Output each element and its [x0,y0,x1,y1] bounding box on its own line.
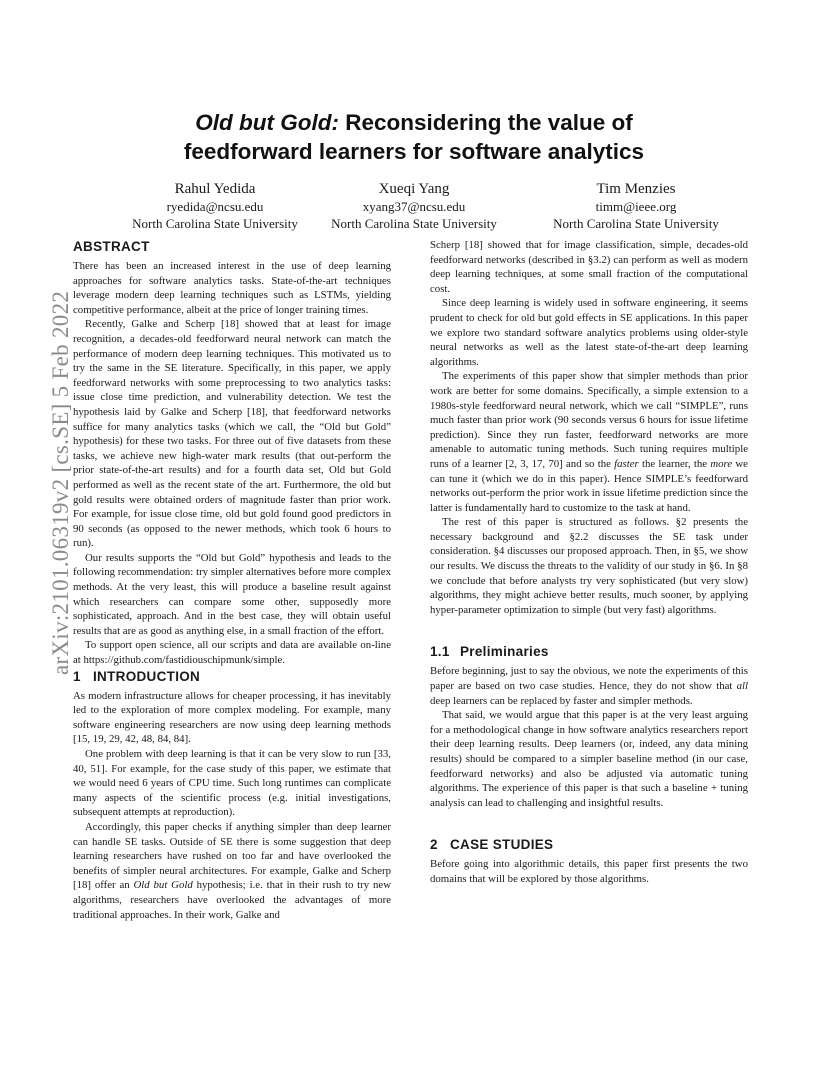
intro-paragraph: As modern infrastructure allows for cheaper processing, it has inevitably led to the exploration of more complex modeling. For example, many software engineering researchers are now using deep learning methods [15, 19, 29, 42, 48, 84, 84]. [73,689,391,746]
author-email: ryedida@ncsu.edu [166,199,264,214]
intro-paragraph: Since deep learning is widely used in software engineering, it seems prudent to check for old but gold effects in SE applications. In this paper we explore two standard software analytics problems using older-style neural networks as well as the latest state-of-the-art deep learning algorithms. [430,297,748,368]
abstract-heading: ABSTRACT [73,239,150,254]
text-run: hypothesis; i.e. that in their rush to try new algorithms, researchers have overlooked the advantages of more traditional approaches. In their work, Galke and [73,879,392,921]
emphasis: more [710,457,733,470]
section-number: 1.1 [430,644,450,660]
author-block-3 [526,179,746,232]
case-studies-heading [430,836,748,854]
abstract-paragraph: There has been an increased interest in the use of deep learning approaches for software analytics tasks. State-of-the-art techniques leverage modern deep learning techniques such as LSTMs, yielding competitive performance, albeit at the price of longer training times. [73,260,391,316]
author-email: xyang37@ncsu.edu [362,199,466,214]
section-title: Preliminaries [460,644,549,660]
intro-paragraph [430,369,748,515]
text-run: The experiments of this paper show that simpler methods than prior work are better for some domains. Specifically, a simple extension to a 1980s-style feedforward neural network, which we call “SIMPLE”, runs much faster than prior work (90 seconds versus 6 hours for issue lifetime prediction). Since they run faster, feedforward networks are more amenable to automatic tuning methods. Such tuning requires multiple runs of a learner [2, 3, 17, 70] and so the [430,370,748,470]
author-block-2 [304,179,524,232]
text-run: Before beginning, just to say the obvious, we note the experiments of this paper are based on two case studies. Hence, they do not show that [430,665,748,693]
author-affiliation: North Carolina State University [553,215,719,231]
intro-paragraph: Scherp [18] showed that for image classification, simple, decades-old feedforward networks (described in §3.2) can perform as well as modern deep learning techniques, at some small fraction of the computational cost. [430,239,748,295]
intro-paragraph: One problem with deep learning is that it can be very slow to run [33, 40, 51]. For example, for the case study of this paper, we estimate that we would need 6 years of CPU time. Such long runtimes can complicate many aspects of the scientific process (e.g. initial investigations, subsequent attempts at reproduction). [73,748,391,819]
text-run: Accordingly, this paper checks if anything simpler than deep learner can handle SE tasks. Outside of SE there is some suggestion that deep learning researchers have rushed on too far and have overlooked the benefits of simpler neural architectures. For example, Galke and Scherp [18] offer an [73,820,391,892]
intro-heading [73,668,391,686]
section-number: 1 [73,668,81,684]
emphasis: Old but Gold [133,879,193,892]
section-title: CASE STUDIES [450,837,554,853]
author-name: Rahul Yedida [174,181,256,197]
case-paragraph: Before going into algorithmic details, this paper first presents the two domains that will be explored by those algorithms. [430,858,748,885]
prelim-heading [430,643,748,661]
text-run: the learner, the [638,457,711,470]
abstract-paragraph: Our results supports the “Old but Gold” hypothesis and leads to the following recommendation: try simpler alternatives before more complex methods. At the very least, this will produce a baseline result against which researchers can compare some other, supposedly more sophisticated, approach. And in the best case, they will obtain useful results that are as good as anything else, in a small fraction of the effort. [73,551,391,637]
text-run: deep learners can be replaced by faster and simpler methods. [430,694,693,707]
title-line1: Reconsidering the value of [338,110,633,135]
arxiv-identifier: arXiv:2101.06319v2 [cs.SE] 5 Feb 2022 [48,290,73,675]
intro-paragraph [73,820,391,922]
author-email: timm@ieee.org [595,199,677,214]
abstract-paragraph: Recently, Galke and Scherp [18] showed that at least for image recognition, a decades-old feedforward neural network can match the performance of modern deep learning techniques. This motivated us to try the same in the SE literature. Specifically, in this paper, we apply feedforward networks with some preprocessing to two analytics tasks: issue close time prediction, and vulnerability detection. We test the hypothesis laid by Galke and Scherp [18], that feedforward networks suffice for many analytics tasks (which we call, the “Old but Gold” hypothesis) for these two tasks. For three out of five datasets from these tasks, we achieve new high-water mark results (that out-perform the prior state-of-the-art results) and for a fourth data set, Old but Gold performed as well as the recent state of the art. Furthermore, the old but gold results were obtained orders of magnitude faster than prior work. For example, for issue close time, old but gold found good predictors in 90 seconds (as opposed to the newer methods, which took 6 hours to run). [73,318,391,550]
author-name: Tim Menzies [596,181,676,197]
author-affiliation: North Carolina State University [331,215,497,231]
author-name: Xueqi Yang [378,181,450,197]
prelim-paragraph [430,664,748,708]
prelim-paragraph: That said, we would argue that this paper is at the very least arguing for a methodological change in how software analytics researchers report their deep learning results. Deep learners (or, indeed, any data mining results) should be compared to a simpler baseline method (in our case, feedforward networks) and also be adjusted via automatic tuning algorithms. The experience of this paper is that such a baseline + tuning analysis can lead to challenging and insightful results. [430,709,748,809]
left-column [73,238,391,922]
author-affiliation: North Carolina State University [132,215,298,231]
text-run: we can tune it (which we do in this paper). Hence SIMPLE’s feedforward networks out-perform the prior work in issue lifetime prediction since the latter is fundamentally hard to customize to the task at hand. [430,457,748,514]
title-line2: feedforward learners for software analytics [183,139,645,164]
right-column [430,238,748,887]
section-title: INTRODUCTION [93,668,201,684]
section-number: 2 [430,837,438,853]
abstract-paragraph: To support open science, all our scripts and data are available on-line at https://github.com/fastidiouschipmunk/simple. [73,639,391,667]
author-block-1 [105,179,325,232]
title-italic: Old but Gold: [195,110,339,135]
paper-title [0,108,828,166]
emphasis: faster [614,457,639,470]
emphasis: all [736,680,748,693]
intro-paragraph: The rest of this paper is structured as follows. §2 presents the necessary background and §2.2 discusses the SE task under consideration. §4 discusses our proposed approach. Then, in §5, we show our results. We discuss the threats to the validity of our study in §6. In §8 we conclude that before analysts try very sophisticated (but very slow) algorithms, they might achieve better results, much sooner, by applying hyper-parameter optimization to simple (but very fast) algorithms. [430,516,748,616]
